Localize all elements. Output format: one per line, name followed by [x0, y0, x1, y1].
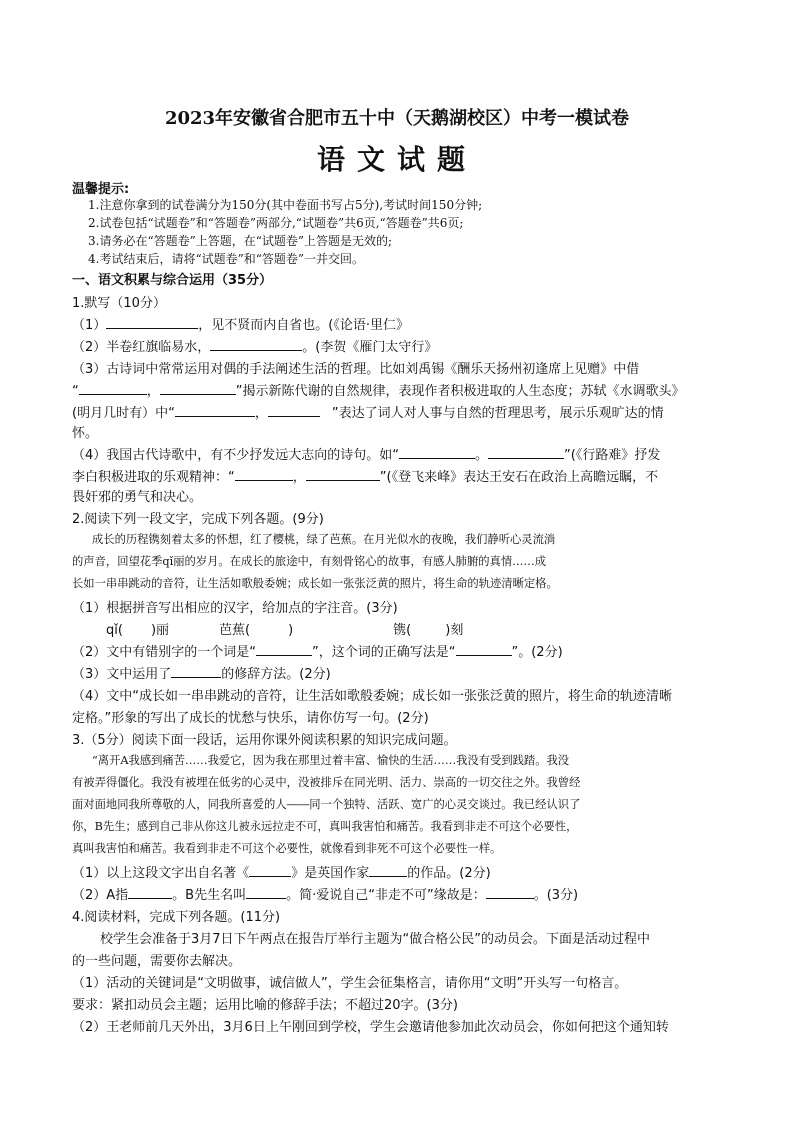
tip-item: 3.请务必在“答题卷”上答题，在“试题卷”上答题是无效的;: [88, 234, 393, 248]
pinyin-item: )刻: [445, 623, 464, 638]
question-1-head: 1.默写（10分）: [72, 296, 166, 311]
answer-blank[interactable]: [171, 665, 221, 678]
q2-sub-2: [72, 641, 563, 660]
answer-blank[interactable]: [256, 643, 312, 656]
answer-blank[interactable]: [399, 446, 475, 459]
q1-text: ，: [146, 384, 160, 399]
section-heading: 一、语文积累与综合运用（35分）: [72, 273, 273, 288]
q1-text: （1）: [72, 318, 107, 333]
q2-text: （3）文中运用了: [72, 667, 172, 682]
q3-text: 》是英国作家: [291, 866, 370, 881]
q1-line-1: [72, 314, 409, 333]
q1-line-4a: [72, 444, 660, 463]
q4-material-line: 的一些问题，需要你去解决。: [72, 954, 242, 969]
q3-passage-line: 真叫我害怕和痛苦。我看到非走不可这个必要性，就像看到非死不可这个必要性一样。: [72, 842, 502, 855]
question-4-head: 4.阅读材料，完成下列各题。(11分): [72, 910, 281, 925]
q4-requirement: 要求：紧扣动员会主题；运用比喻的修辞手法；不超过20字。(3分): [72, 998, 458, 1013]
tip-item: 1.注意你拿到的试卷满分为150分(其中卷面书写占5分),考试时间150分钟;: [88, 198, 483, 212]
pinyin-item: )丽: [150, 623, 170, 638]
exam-subtitle: 语文试题: [316, 143, 477, 176]
q1-line-3c: [72, 402, 664, 421]
question-3-head: 3.（5分）阅读下面一段话，运用你课外阅读积累的知识完成问题。: [72, 733, 457, 748]
q1-text: (明月几时有）中“: [72, 406, 175, 421]
q1-line-3d: 怀。: [72, 426, 99, 441]
q2-passage-line: 的声音，回望花季qǐ丽的岁月。在成长的旅途中，有刻骨铭心的故事，有感人肺腑的真情……成: [72, 555, 547, 568]
q2-passage-line: 长如一串串跳动的音符，让生活如歌般委婉；成长如一张张泛黄的照片，将生命的轨迹清晰定格。: [72, 577, 558, 590]
answer-blank[interactable]: [106, 316, 198, 329]
q1-text: 。: [475, 448, 489, 463]
q1-text: ”(《登飞来峰》表达王安石在政治上高瞻远瞩，不: [379, 470, 659, 485]
q2-text: ”，这个词的正确写法是“: [312, 645, 456, 660]
q2-passage-line: 成长的历程镌刻着太多的怀想，红了樱桃，绿了芭蕉。在月光似水的夜晚，我们静听心灵流淌: [92, 533, 556, 546]
answer-blank[interactable]: [249, 864, 291, 877]
q2-text: 的修辞方法。(2分): [221, 667, 331, 682]
exam-title: 2023年安徽省合肥市五十中（天鹅湖校区）中考一模试卷: [164, 108, 630, 129]
q1-text: “: [72, 384, 79, 399]
question-2-head: 2.阅读下列一段文字，完成下列各题。(9分): [72, 512, 324, 527]
answer-blank[interactable]: [486, 886, 534, 899]
q2-sub-3: [72, 663, 331, 682]
q1-line-4c: 畏奸邪的勇气和决心。: [72, 490, 203, 505]
q3-passage-line: 你，B先生；感到自己非从你这儿被永远拉走不可，真叫我害怕和痛苦。我看到非走不可这个必要性，: [72, 820, 578, 833]
q1-text: ”揭示新陈代谢的自然规律，表现作者积极进取的人生态度；苏轼《水调歌头》: [235, 384, 685, 399]
q1-text: ，: [254, 406, 268, 421]
answer-blank[interactable]: [175, 404, 255, 417]
q1-text: ，见不贤而内自省也。(《论语·里仁》: [198, 318, 409, 333]
q2-sub-1-items: [106, 619, 463, 638]
q3-text: 。(3分): [533, 888, 579, 903]
pinyin-item: 芭蕉(: [219, 623, 251, 638]
q3-text: 。简·爱说自己“非走不可”缘故是：: [286, 888, 486, 903]
q3-text: （1）以上这段文字出自名著《: [72, 866, 250, 881]
q1-text: ，: [292, 470, 306, 485]
answer-blank[interactable]: [235, 468, 293, 481]
answer-blank[interactable]: [79, 382, 147, 395]
q2-sub-4b: 定格。”形象的写出了成长的忧愁与快乐，请你仿写一句。(2分): [72, 711, 429, 726]
q2-sub-1: （1）根据拼音写出相应的汉字，给加点的字注音。(3分): [72, 601, 398, 616]
q2-text: ”。(2分): [511, 645, 563, 660]
answer-blank[interactable]: [456, 643, 512, 656]
answer-blank[interactable]: [306, 468, 380, 481]
q1-text: 李白积极进取的乐观精神：“: [72, 470, 235, 485]
q1-line-2: [72, 336, 437, 355]
q1-text: ”表达了词人对人事与自然的哲理思考，展示乐观旷达的情: [331, 406, 664, 421]
q1-text: （2）半卷红旗临易水，: [72, 340, 211, 355]
q4-material-line: 校学生会准备于3月7日下午两点在报告厅举行主题为“做合格公民”的动员会。下面是活动过程中: [100, 932, 651, 947]
q3-text: 的作品。(2分): [407, 866, 491, 881]
q2-sub-4a: （4）文中“成长如一串串跳动的音符，让生活如歌般委婉；成长如一张张泛黄的照片，将生命的轨迹清晰: [72, 689, 673, 704]
q3-text: 。B先生名叫: [172, 888, 247, 903]
q2-text: （2）文中有错别字的一个词是“: [72, 645, 257, 660]
q1-text: （4）我国古代诗歌中，有不少抒发远大志向的诗句。如“: [72, 448, 400, 463]
q4-sub-1: （1）活动的关键词是“文明做事，诚信做人”，学生会征集格言，请你用“文明”开头写一句格言。: [72, 976, 628, 991]
q3-passage-line: “离开A我感到痛苦……我爱它，因为我在那里过着丰富、愉快的生活……我没有受到践踏。我没: [92, 754, 570, 767]
q3-passage-line: 面对面地同我所尊敬的人，同我所喜爱的人――同一个独特、活跃、宽广的心灵交谈过。我已经认识了: [72, 798, 581, 811]
answer-blank[interactable]: [369, 864, 407, 877]
q3-passage-line: 有被弄得僵化。我没有被埋在低劣的心灵中，没被排斥在同光明、活力、崇高的一切交往之外。我曾经: [72, 776, 581, 789]
answer-blank[interactable]: [268, 404, 320, 417]
answer-blank[interactable]: [210, 338, 302, 351]
pinyin-item: qǐ(: [106, 623, 123, 638]
pinyin-item: 镌(: [393, 623, 412, 638]
tips-heading: 温馨提示:: [72, 182, 130, 197]
q3-sub-2: [72, 884, 578, 903]
q3-sub-1: [72, 862, 491, 881]
answer-blank[interactable]: [128, 886, 172, 899]
answer-blank[interactable]: [488, 446, 564, 459]
q1-line-3a: （3）古诗词中常常运用对偶的手法阐述生活的哲理。比如刘禹锡《酬乐天扬州初逢席上见赠》中借: [72, 362, 640, 377]
answer-blank[interactable]: [160, 382, 236, 395]
answer-blank[interactable]: [246, 886, 286, 899]
q1-text: 。(李贺《雁门太守行》: [302, 340, 438, 355]
tip-item: 2.试卷包括“试题卷”和“答题卷”两部分,“试题卷”共6页,“答题卷”共6页;: [88, 216, 464, 230]
q1-text: ”(《行路难》抒发: [564, 448, 661, 463]
tip-item: 4.考试结束后，请将“试题卷”和“答题卷”一并交回。: [88, 252, 364, 266]
pinyin-item: ): [288, 623, 294, 638]
q1-line-4b: [72, 466, 658, 485]
q3-text: （2）A指: [72, 888, 129, 903]
q4-sub-2: （2）王老师前几天外出，3月6日上午刚回到学校，学生会邀请他参加此次动员会，你如何把这个通知转: [72, 1020, 669, 1035]
q1-line-3b: [72, 380, 685, 399]
